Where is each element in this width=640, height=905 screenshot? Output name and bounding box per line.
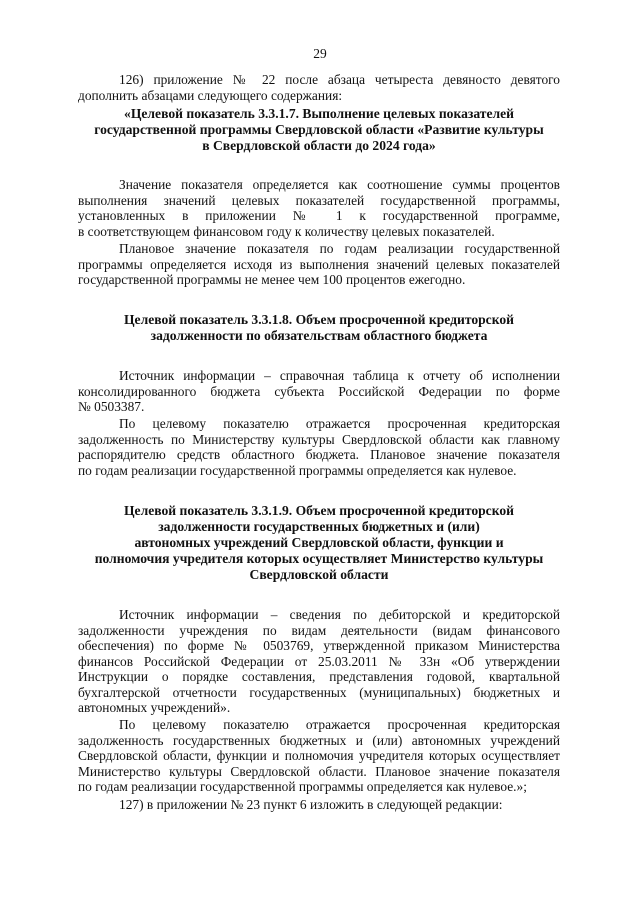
indicator-3317-paragraph-1 <box>78 177 560 239</box>
indicator-3318-paragraph-2 <box>78 416 560 478</box>
text-line: Свердловской области, функции и полномочия учредителя которых осуществляет <box>78 748 560 763</box>
text-line: По целевому показателю отражается просроченная кредиторская <box>119 416 560 431</box>
item-126-intro <box>78 72 560 103</box>
indicator-3319-paragraph-2 <box>78 717 560 795</box>
text-line: финансов Российской Федерации от 25.03.2011 № 33н «Об утверждении <box>78 653 560 669</box>
indicator-3319-heading <box>78 503 560 583</box>
text-line: установленных в приложении № 1 к государственной программе, <box>78 208 560 223</box>
text-line: бухгалтерской отчетности государственных (муниципальных) бюджетных и <box>78 684 560 700</box>
text-line: Инструкции о порядке составления, представления годовой, квартальной <box>78 669 560 684</box>
text-line: Министерство культуры Свердловской области. Плановое значение показателя <box>78 763 560 779</box>
indicator-3318-heading <box>78 312 560 344</box>
item-127-line: 127) в приложении № 23 пункт 6 изложить в следующей редакции: <box>119 797 503 812</box>
text-line: задолженность по Министерству культуры Свердловской области как главному <box>78 431 560 447</box>
indicator-3317-paragraph-2 <box>78 241 560 288</box>
indicator-3318-paragraph-1 <box>78 368 560 415</box>
text-line: автономных учреждений». <box>78 700 231 715</box>
text-line: выполнения значений целевых показателей государственной программы, <box>78 192 560 208</box>
text-line: Значение показателя определяется как соотношение суммы процентов <box>119 177 560 192</box>
text-line: Источник информации – справочная таблица к отчету об исполнении <box>119 368 560 383</box>
text-line: государственной программы не менее чем 100 процентов ежегодно. <box>78 272 466 287</box>
heading-line: Целевой показатель 3.3.1.8. Объем просроченной кредиторской <box>123 312 514 327</box>
heading-line: государственной программы Свердловской области «Развитие культуры <box>94 122 544 137</box>
heading-line: задолженности по обязательствам областного бюджета <box>150 328 488 343</box>
text-line: задолженность государственных бюджетных и (или) автономных учреждений <box>78 732 560 748</box>
heading-line: «Целевой показатель 3.3.1.7. Выполнение целевых показателей <box>124 106 514 121</box>
page-number: 29 <box>313 46 327 61</box>
heading-line: Целевой показатель 3.3.1.9. Объем просроченной кредиторской <box>123 503 514 518</box>
text-line: задолженности учреждения по видам деятельности (видам финансового <box>78 622 560 638</box>
heading-line: автономных учреждений Свердловской области, функции и <box>134 535 504 550</box>
heading-line: в Свердловской области до 2024 года» <box>202 138 436 153</box>
text-line: Плановое значение показателя по годам реализации государственной <box>119 241 560 256</box>
text-line: № 0503387. <box>78 399 145 414</box>
text-line: по годам реализации государственной программы определяется как нулевое. <box>78 462 517 478</box>
heading-line: задолженности государственных бюджетных и (или) <box>158 519 480 534</box>
text-line: консолидированного бюджета субъекта Российской Федерации по форме <box>78 383 560 399</box>
text-line: обеспечения) по форме № 0503769, утвержденной приказом Министерства <box>78 638 560 653</box>
heading-line: Свердловской области <box>249 567 389 582</box>
text-line: в соответствующем финансовом году к количеству целевых показателей. <box>78 223 495 239</box>
text-line: по годам реализации государственной программы определяется как нулевое.»; <box>78 779 527 794</box>
text-line: Источник информации – сведения по дебиторской и кредиторской <box>119 607 560 622</box>
text-line: По целевому показателю отражается просроченная кредиторская <box>119 717 560 732</box>
heading-line: полномочия учредителя которых осуществляет Министерство культуры <box>94 551 544 566</box>
item-127 <box>78 797 560 813</box>
indicator-3319-paragraph-1 <box>78 607 560 716</box>
indicator-3317-heading <box>78 106 560 154</box>
text-line: программы определяется исходя из выполнения значений целевых показателей <box>78 256 560 272</box>
text-line: распорядителю средств областного бюджета. Плановое значение показателя <box>78 447 560 462</box>
item-126-intro-line-2: дополнить абзацами следующего содержания: <box>78 87 343 103</box>
item-126-intro-line-1: 126) приложение № 22 после абзаца четыреста девяносто девятого <box>119 72 560 87</box>
